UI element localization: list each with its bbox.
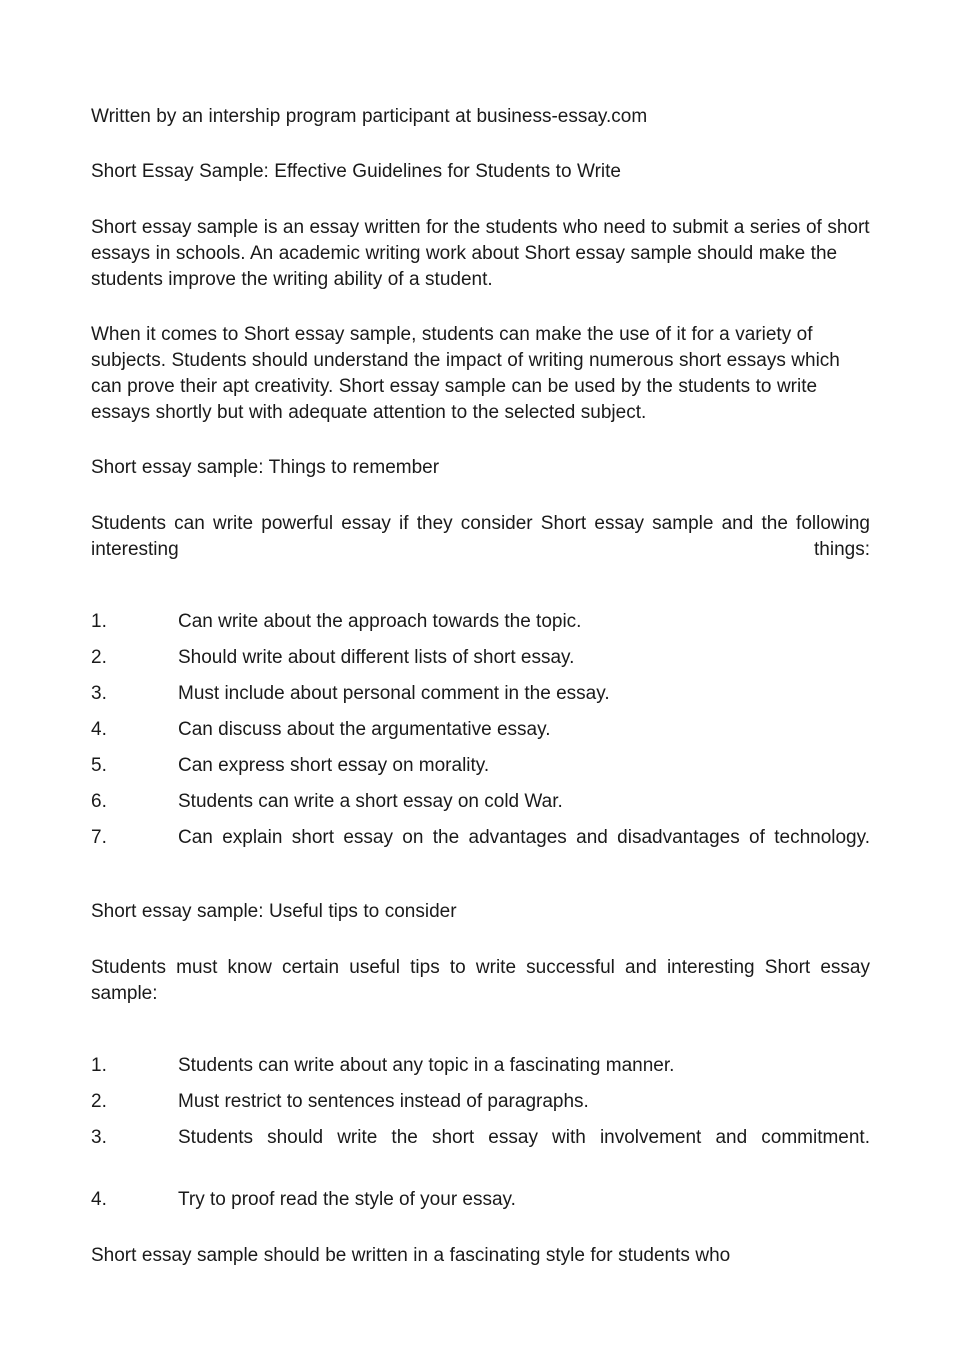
document-body	[91, 104, 870, 1269]
list-item-text: Students can write about any topic in a fascinating manner.	[178, 1055, 675, 1076]
list-item-text: Should write about different lists of short essay.	[178, 647, 575, 668]
list-item	[91, 753, 870, 779]
list-item-number: 1.	[91, 611, 107, 632]
list-item-text: Can explain short essay on the advantages and disadvantages of technology.	[178, 827, 870, 848]
list-item-number: 3.	[91, 683, 107, 704]
list-item-text: Students can write a short essay on cold War.	[178, 791, 563, 812]
section-heading-things-to-remember: Short essay sample: Things to remember	[91, 457, 440, 478]
list-item-text: Try to proof read the style of your essay.	[178, 1189, 516, 1210]
numbered-list-useful-tips	[91, 1053, 870, 1213]
list-item-number: 1.	[91, 1055, 107, 1076]
author-byline: Written by an intership program participant at business-essay.com	[91, 106, 648, 127]
list-item-number: 7.	[91, 827, 107, 848]
list-item-text: Can discuss about the argumentative essay.	[178, 719, 551, 740]
list-item-text: Must restrict to sentences instead of paragraphs.	[178, 1091, 589, 1112]
list-item	[91, 1053, 870, 1079]
list-item	[91, 609, 870, 635]
list-item-number: 2.	[91, 647, 107, 668]
section-heading-useful-tips: Short essay sample: Useful tips to consider	[91, 901, 457, 922]
list-item	[91, 717, 870, 743]
list-item-number: 3.	[91, 1127, 107, 1148]
list-item	[91, 1187, 870, 1213]
intro-paragraph-1: Short essay sample is an essay written for the students who need to submit a series of short essays in schools. An academic writing work about Short essay sample should make the students improve the writing ability of a student.	[91, 217, 870, 290]
list-item-text: Can write about the approach towards the topic.	[178, 611, 582, 632]
list-item	[91, 681, 870, 707]
list-item	[91, 1125, 870, 1177]
closing-paragraph: Short essay sample should be written in a fascinating style for students who	[91, 1245, 731, 1266]
list-item	[91, 825, 870, 877]
list-item	[91, 1089, 870, 1115]
list-item-number: 5.	[91, 755, 107, 776]
list-item-number: 4.	[91, 1189, 107, 1210]
numbered-list-things-to-remember	[91, 609, 870, 877]
list-item-text: Students should write the short essay with involvement and commitment.	[178, 1127, 870, 1148]
document-title: Short Essay Sample: Effective Guidelines for Students to Write	[91, 161, 621, 182]
list-item-number: 4.	[91, 719, 107, 740]
list-item-number: 2.	[91, 1091, 107, 1112]
intro-paragraph-2: When it comes to Short essay sample, students can make the use of it for a variety of subjects. Students should understand the impact of writing numerous short essays which can prove their apt creativity. Short essay sample can be used by the students to write essays shortly but with adequate attention to the selected subject.	[91, 324, 840, 423]
list-item	[91, 789, 870, 815]
list-item-text: Can express short essay on morality.	[178, 755, 490, 776]
section-intro-things-to-remember: Students can write powerful essay if they consider Short essay sample and the following interesting things:	[91, 513, 870, 560]
list-item-number: 6.	[91, 791, 107, 812]
section-intro-useful-tips: Students must know certain useful tips to write successful and interesting Short essay sample:	[91, 957, 870, 1004]
list-item	[91, 645, 870, 671]
list-item-text: Must include about personal comment in the essay.	[178, 683, 610, 704]
